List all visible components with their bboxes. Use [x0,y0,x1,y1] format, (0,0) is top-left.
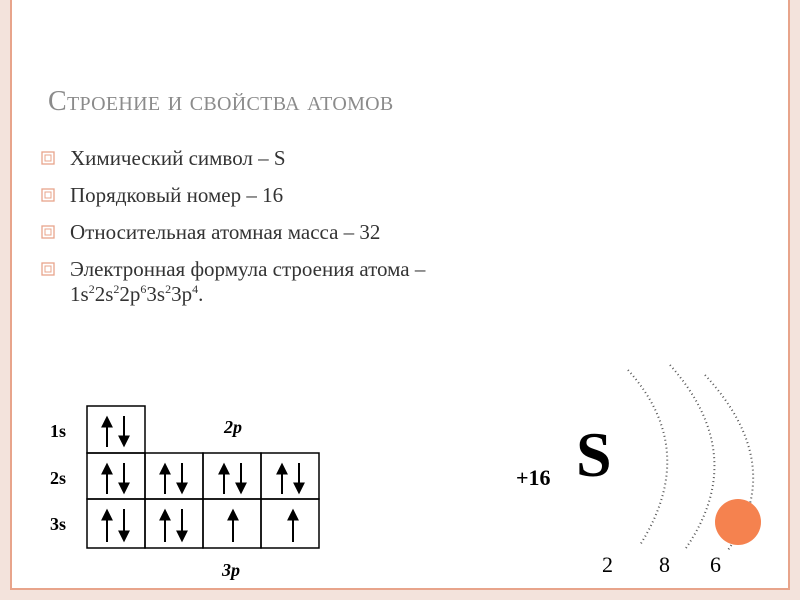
electron-shell-2 [670,365,714,548]
formula-term: 2s [94,282,114,306]
formula-exponent: 2 [88,282,95,296]
shell-count-2: 8 [659,552,670,577]
nucleus-charge: +16 [516,465,551,490]
orbital-cell-3p-1 [145,499,203,548]
nucleus-dot [715,499,761,545]
formula-exponent: 2 [165,282,172,296]
orbital-label-2s: 2s [50,468,67,488]
orbital-grid [87,406,319,548]
orbital-cell-2p-3 [261,453,319,499]
element-symbol: S [576,419,612,490]
formula-period: . [198,282,204,306]
orbital-cell-3s [87,499,145,548]
bullet-text: Электронная формула строения атома – [70,257,426,281]
formula-term: 2p [119,282,141,306]
shell-count-1: 2 [602,552,613,577]
formula-term: 3p [171,282,193,306]
formula-term: 3s [146,282,166,306]
orbital-label-2p: 2p [224,417,242,437]
electron-shell-1 [628,370,667,545]
formula-exponent: 2 [113,282,120,296]
orbital-cell-2s [87,453,145,499]
orbital-label-1s: 1s [50,421,67,441]
orbital-cell-1s [87,406,145,453]
slide-title: Строение и свойства атомов [48,86,394,117]
orbital-cell-3p-3 [261,499,319,548]
bullet-text: Относительная атомная масса – 32 [70,220,381,244]
orbital-cell-2p-2 [203,453,261,499]
formula-exponent: 4 [192,282,199,296]
bullet-text: Химический символ – S [70,146,286,170]
formula-term: 1s [70,282,89,306]
bullet-text: Порядковый номер – 16 [70,183,284,207]
orbital-cell-2p-1 [145,453,203,499]
orbital-label-3p: 3p [222,560,240,580]
formula-exponent: 6 [140,282,147,296]
orbital-label-3s: 3s [50,514,67,534]
shell-count-3: 6 [710,552,721,577]
